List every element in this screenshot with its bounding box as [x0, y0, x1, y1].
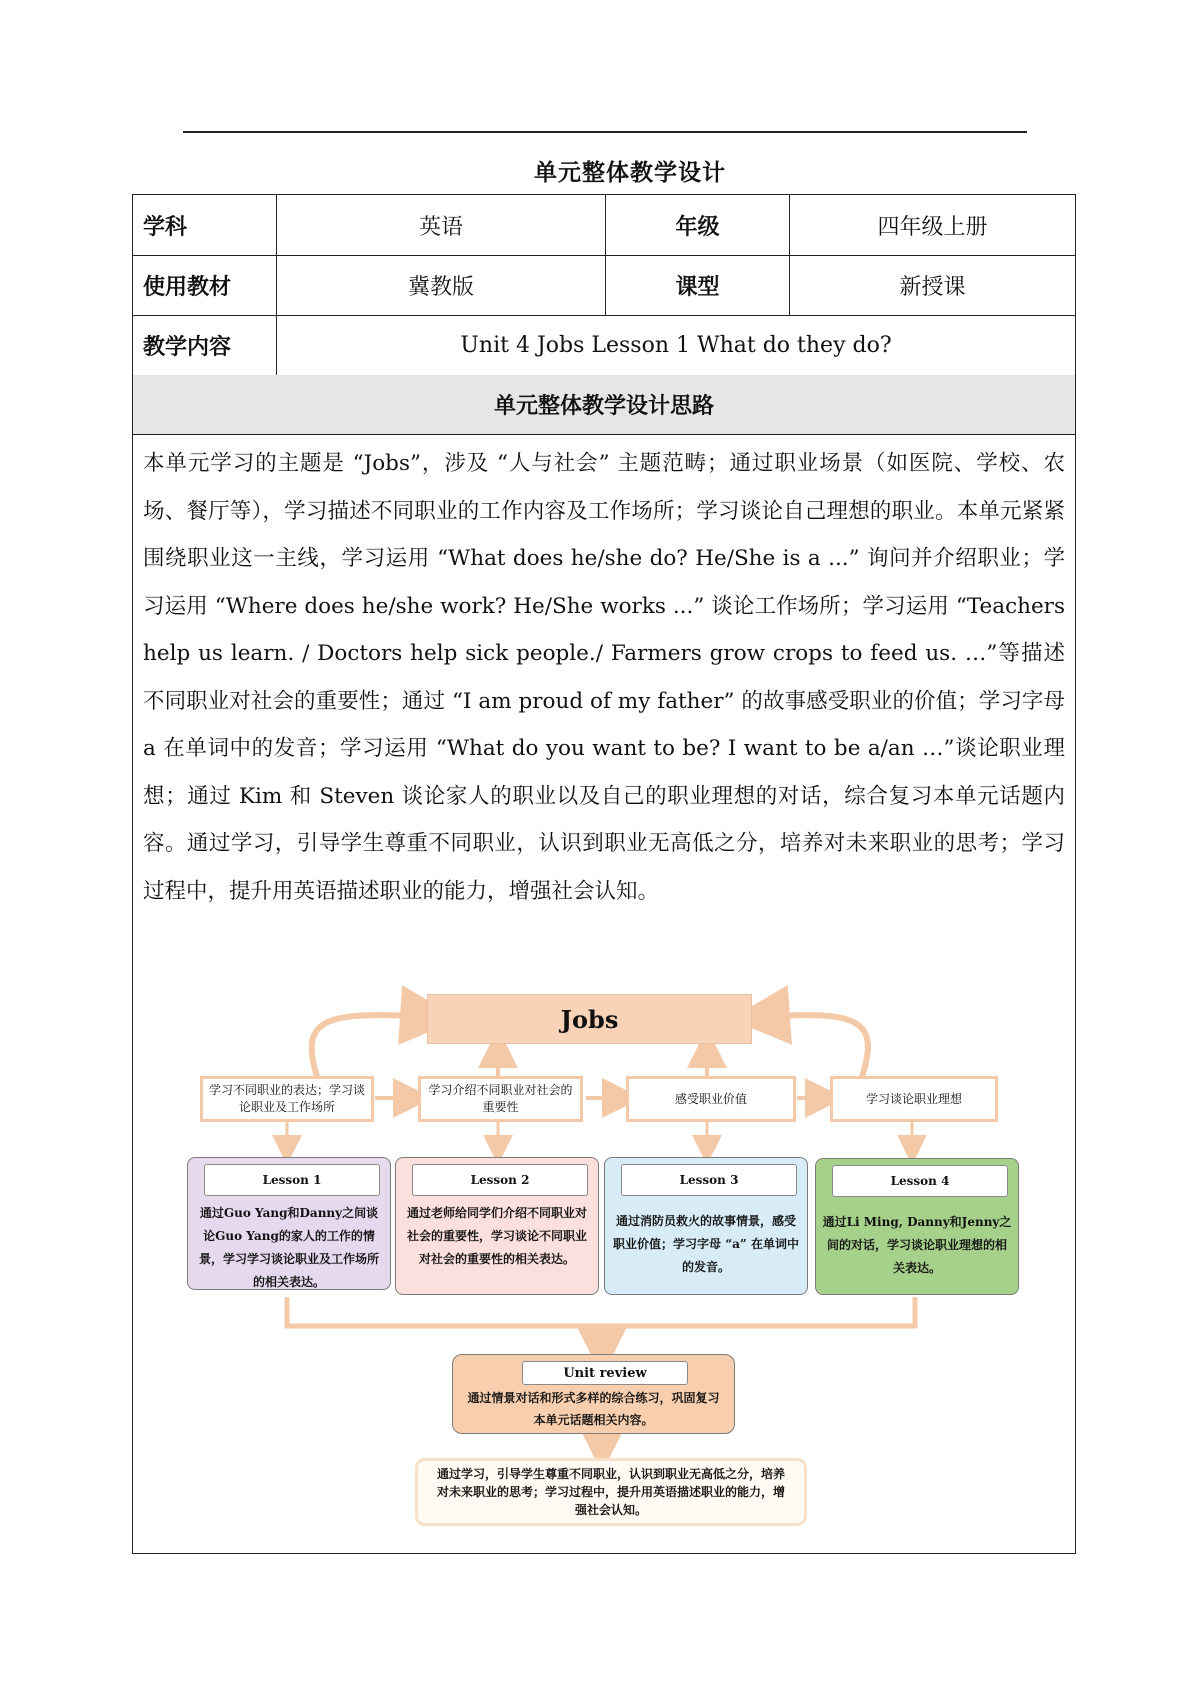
lesson-card-1: [187, 1157, 391, 1290]
section-heading-row: [133, 375, 1075, 435]
subject-label: 学科: [143, 213, 188, 240]
lesson-1-title: Lesson 1: [204, 1164, 380, 1196]
lesson-4-text: 通过Li Ming, Danny和Jenny之间的对话，学习谈论职业理想的相关表达。: [822, 1215, 1012, 1275]
content-label: 教学内容: [143, 333, 232, 360]
lesson-2-title: Lesson 2: [412, 1164, 588, 1196]
unit-review-card: [452, 1354, 735, 1434]
step-box-4: 学习谈论职业理想: [830, 1076, 998, 1122]
unit-review-text: 通过情景对话和形式多样的综合练习，巩固复习本单元话题相关内容。: [467, 1391, 720, 1427]
lesson-1-text: 通过Guo Yang和Danny之间谈论Guo Yang的家人的工作的情景，学习学习谈论职业及工作场所的相关表达。: [198, 1206, 379, 1289]
learning-goal-card: 通过学习，引导学生尊重不同职业，认识到职业无高低之分，培养对未来职业的思考；学习过程中，提升用英语描述职业的能力，增强社会认知。: [415, 1458, 807, 1526]
lesson-card-3: [604, 1157, 808, 1295]
lesson-card-4: [815, 1158, 1019, 1295]
step-box-2: 学习介绍不同职业对社会的重要性: [418, 1076, 583, 1122]
grade-label: 年级: [605, 195, 789, 255]
textbook-label: 使用教材: [143, 273, 232, 300]
grade-value: 四年级上册: [789, 195, 1075, 255]
subject-value: 英语: [276, 195, 605, 255]
design-paragraph: 本单元学习的主题是 “Jobs”，涉及 “人与社会” 主题范畴；通过职业场景（如医院、学校、农场、餐厅等），学习描述不同职业的工作内容及工作场所；学习谈论自己理想的职业。本单元紧紧围绕职业这一主线，学习运用 “What does he/she do? He/She is a ...” 询问并介绍职业；学习运用 “Where does he/she work? He/She works ...” 谈论工作场所；学习运用 “Teachers help us learn. / Doctors help sick people./ Farmers grow crops to feed us. …”等描述不同职业对社会的重要性；通过 “I am proud of my father” 的故事感受职业的价值；学习字母 a 在单词中的发音；学习运用 “What do you want to be? I want to be a/an …”谈论职业理想；通过 Kim 和 Steven 谈论家人的职业以及自己的职业理想的对话，综合复习本单元话题内容。通过学习，引导学生尊重不同职业，认识到职业无高低之分，培养对未来职业的思考；学习过程中，提升用英语描述职业的能力，增强社会认知。: [143, 451, 1065, 904]
unit-review-title: Unit review: [522, 1361, 688, 1385]
lesson-3-text: 通过消防员救火的故事情景，感受职业价值；学习字母 “a” 在单词中的发音。: [613, 1214, 799, 1274]
lesson-type-value: 新授课: [789, 255, 1075, 315]
table-row-textbook: [133, 255, 1075, 316]
lesson-2-text: 通过老师给同学们介绍不同职业对社会的重要性，学习谈论不同职业对社会的重要性的相关表达。: [406, 1206, 587, 1266]
jobs-center-box: Jobs: [427, 994, 752, 1044]
lesson-4-title: Lesson 4: [832, 1165, 1008, 1197]
textbook-value: 冀教版: [276, 255, 605, 315]
document-title: 单元整体教学设计: [534, 159, 726, 186]
table-row-content: [133, 315, 1075, 376]
step-box-3: 感受职业价值: [626, 1076, 796, 1122]
lesson-type-label: 课型: [605, 255, 789, 315]
header-rule: [183, 131, 1027, 133]
lesson-3-title: Lesson 3: [621, 1164, 797, 1196]
step-box-1: 学习不同职业的表达；学习谈论职业及工作场所: [200, 1076, 374, 1122]
content-value: Unit 4 Jobs Lesson 1 What do they do?: [276, 315, 1075, 375]
lesson-card-2: [395, 1157, 599, 1295]
section-heading: 单元整体教学设计思路: [133, 375, 1075, 434]
table-row-subject: [133, 195, 1075, 256]
